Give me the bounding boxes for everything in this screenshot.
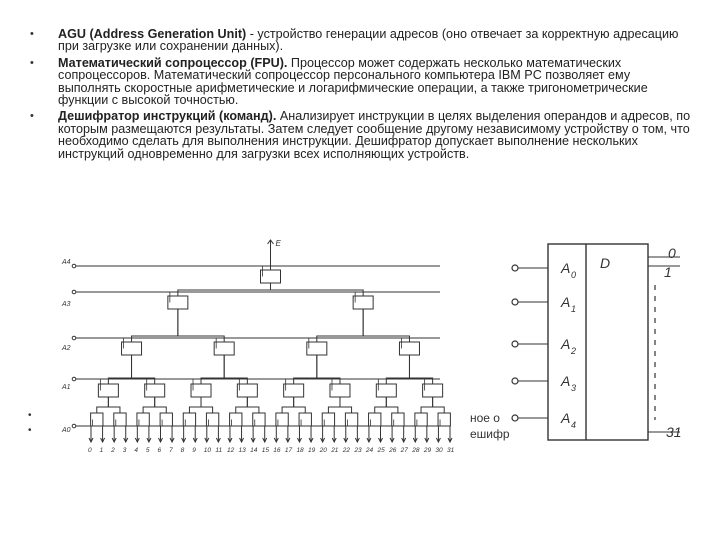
node-connector <box>189 397 201 413</box>
output-label: 4 <box>134 447 138 454</box>
output-label: 29 <box>423 447 432 454</box>
output-label: 5 <box>145 447 150 454</box>
decoder-node <box>261 270 281 283</box>
output-label: 25 <box>377 447 385 454</box>
node-connector <box>236 397 248 413</box>
output-label: 20 <box>319 447 327 454</box>
decoder-node <box>145 384 165 397</box>
decoder-input-subscript: 0 <box>571 270 577 280</box>
decoder-output-label: 31 <box>666 424 682 440</box>
decoder-input-subscript: 4 <box>571 420 577 430</box>
output-label: 0 <box>88 447 92 454</box>
output-label: 2 <box>111 447 115 454</box>
tree-decoder-diagram <box>61 239 455 454</box>
output-label: 13 <box>238 447 246 454</box>
bullet-term: AGU (Address Generation Unit) <box>58 27 247 41</box>
output-label: 1 <box>99 447 104 454</box>
decoder-node <box>284 384 304 397</box>
node-connector <box>409 355 432 384</box>
bullet-text: Процессор может содержать несколько математических сопроцессоров. Математический сопроцессор персонального компьютера IBM PC позволяет ему выполнять скоростные арифметические и логарифмические операции, а также тригонометрические функции с высокой точностью. <box>58 55 648 108</box>
address-line-terminal <box>72 336 76 340</box>
node-connector <box>282 397 294 413</box>
bullet-term: Дешифратор инструкций (команд). <box>58 109 277 124</box>
node-connector <box>201 397 213 413</box>
decoder-node <box>307 342 327 355</box>
address-line-terminal <box>72 424 76 428</box>
decoder-block-diagram <box>512 244 682 440</box>
output-label: 7 <box>169 447 173 454</box>
decoder-input-letter: A <box>561 410 571 426</box>
decoder-input-subscript: 2 <box>571 346 577 356</box>
decoder-block-title: D <box>600 255 611 271</box>
decoder-input-terminal <box>512 341 518 347</box>
decoder-node <box>399 342 419 355</box>
decoder-node <box>423 384 443 397</box>
address-label: A1 <box>62 384 71 391</box>
decoder-output-label: 0 <box>668 245 676 261</box>
output-label: 15 <box>261 447 269 454</box>
decoder-node <box>376 384 396 397</box>
decoder-input-letter: A <box>561 260 571 276</box>
decoder-input-letter: A <box>561 373 571 389</box>
output-label: 9 <box>192 447 196 454</box>
output-label: 27 <box>400 447 408 454</box>
bullet-text: Анализирует инструкции в целях выделения операндов и адресов, по которым размещаются результаты. Затем следует сообщение другому независимому устройству о том, что необходимо сделать для выполнения инструкции. Дешифратор допускает выполнение нескольких инструкций одновременно для загрузки всех исполняющих устройств. <box>58 109 691 161</box>
node-connector <box>132 355 155 384</box>
decoder-input-terminal <box>512 265 518 271</box>
output-label: 26 <box>389 447 397 454</box>
node-connector <box>317 309 363 342</box>
output-label: 3 <box>122 447 127 454</box>
address-label: A2 <box>62 345 71 352</box>
node-connector <box>375 397 387 413</box>
address-label: A4 <box>62 259 71 266</box>
decoder-input-terminal <box>512 378 518 384</box>
node-connector <box>108 397 120 413</box>
node-connector <box>433 397 445 413</box>
decoder-input-subscript: 3 <box>571 383 577 393</box>
bullet-glyph: • <box>30 110 34 123</box>
decoder-node <box>237 384 257 397</box>
node-connector <box>328 397 340 413</box>
node-connector <box>317 355 340 384</box>
node-connector <box>421 397 433 413</box>
output-label: 12 <box>226 447 235 454</box>
node-connector <box>386 355 409 384</box>
output-label: 18 <box>296 447 304 454</box>
decoder-node <box>191 384 211 397</box>
node-connector <box>247 397 259 413</box>
node-connector <box>108 355 131 384</box>
address-label: A3 <box>62 301 71 308</box>
decoder-input-subscript: 1 <box>571 304 577 314</box>
decoder-node <box>168 296 188 309</box>
enable-label: E <box>275 239 281 248</box>
output-label: 24 <box>365 447 374 454</box>
address-line-terminal <box>72 377 76 381</box>
node-connector <box>363 309 409 342</box>
node-connector <box>224 355 247 384</box>
output-label: 19 <box>308 447 316 454</box>
decoder-node <box>330 384 350 397</box>
node-connector <box>340 397 352 413</box>
output-label: 8 <box>180 447 185 454</box>
output-label: 23 <box>354 447 362 454</box>
address-label: A0 <box>62 427 71 434</box>
decoder-input-letter: A <box>561 336 571 352</box>
bullet-term: Математический сопроцессор (FPU). <box>58 55 288 70</box>
output-label: 16 <box>273 447 281 454</box>
address-line-terminal <box>72 290 76 294</box>
node-connector <box>155 397 167 413</box>
bullet-glyph: • <box>30 56 34 69</box>
output-label: 28 <box>412 447 420 454</box>
node-connector <box>178 283 271 296</box>
output-label: 14 <box>250 447 258 454</box>
node-connector <box>201 355 224 384</box>
output-label: 21 <box>331 447 339 454</box>
node-connector <box>178 309 224 342</box>
output-label: 10 <box>203 447 212 454</box>
bullet-glyph: • <box>30 28 34 40</box>
output-label: 17 <box>284 447 293 454</box>
output-label: 22 <box>342 447 351 454</box>
node-connector <box>97 397 109 413</box>
node-connector <box>132 309 178 342</box>
hidden-fragment: ешифр <box>470 427 510 441</box>
node-connector <box>294 355 317 384</box>
address-line-terminal <box>72 264 76 268</box>
decoder-node <box>214 342 234 355</box>
output-label: 31 <box>447 447 455 454</box>
hidden-fragment: ное о <box>470 411 500 425</box>
decoder-node <box>98 384 118 397</box>
decoder-node <box>122 342 142 355</box>
output-label: 30 <box>435 447 443 454</box>
output-label: 6 <box>157 447 162 454</box>
bullet-text: - устройство генерации адресов (оно отвечает за корректную адресацию при загрузке или сохранении данных). <box>58 27 679 54</box>
node-connector <box>143 397 155 413</box>
hidden-bullet-glyph: • <box>28 425 32 436</box>
decoder-output-label: 1 <box>664 264 672 280</box>
node-connector <box>294 397 306 413</box>
decoder-input-terminal <box>512 299 518 305</box>
node-connector <box>386 397 398 413</box>
decoder-node <box>353 296 373 309</box>
output-label: 11 <box>215 447 223 454</box>
hidden-bullet-glyph: • <box>28 410 32 421</box>
node-connector <box>271 283 364 296</box>
decoder-input-terminal <box>512 415 518 421</box>
decoder-input-letter: A <box>561 294 571 310</box>
